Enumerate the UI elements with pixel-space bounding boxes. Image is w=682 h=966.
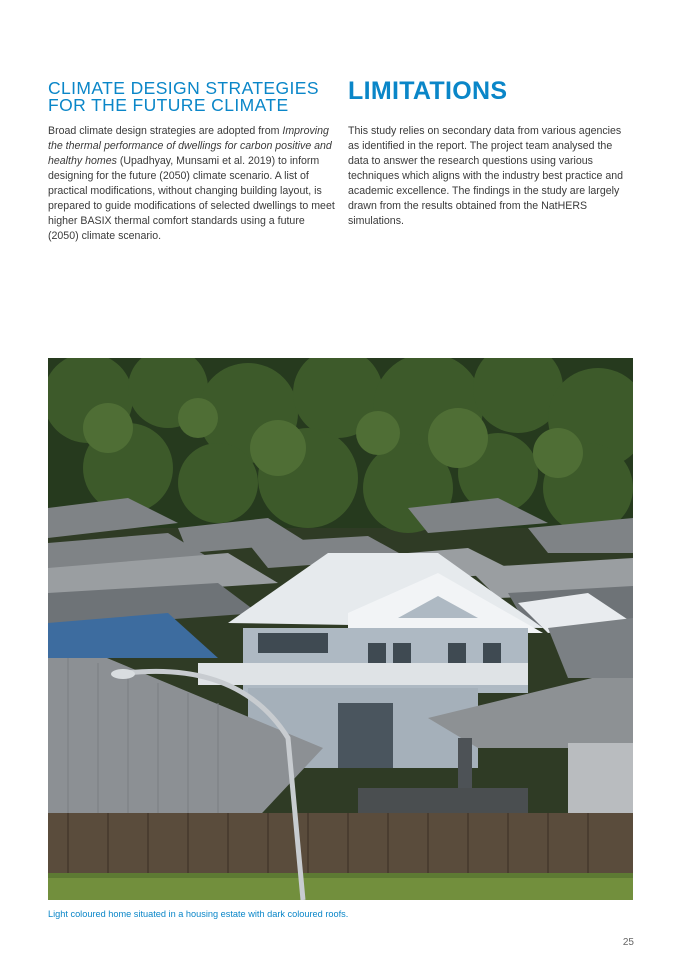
page-number: 25 [622,937,634,948]
photo-caption: Light coloured home situated in a housing estate with dark coloured roofs. [48,909,349,919]
climate-design-paragraph [48,124,338,244]
paragraph-lead: Broad climate design strategies are adopted from [48,125,283,137]
heading-line-1: CLIMATE DESIGN STRATEGIES [48,78,319,98]
heading-line-2: FOR THE FUTURE CLIMATE [48,95,289,115]
housing-estate-photo [48,358,633,900]
section-heading-limitations: LIMITATIONS [348,77,508,105]
right-column [348,78,633,229]
left-column [48,78,338,244]
section-heading-climate-design [48,80,338,114]
limitations-paragraph: This study relies on secondary data from various agencies as identified in the report. The project team analysed the data to answer the research questions using various techniques which aligns with the industry best practice and academic excellence. The findings in the study are largely drawn from the results obtained from the NatHERS simulations. [348,125,624,227]
paragraph-rest: (Upadhyay, Munsami et al. 2019) to inform designing for the future (2050) climate scenario. A list of practical modifications, without changing building layout, is prepared to guide modifications of selected dwellings to meet higher BASIX thermal comfort standards using a future (2050) climate scenario. [48,155,335,242]
referenced-title: Improving the thermal performance of dwellings for carbon positive and healthy homes [48,125,332,167]
